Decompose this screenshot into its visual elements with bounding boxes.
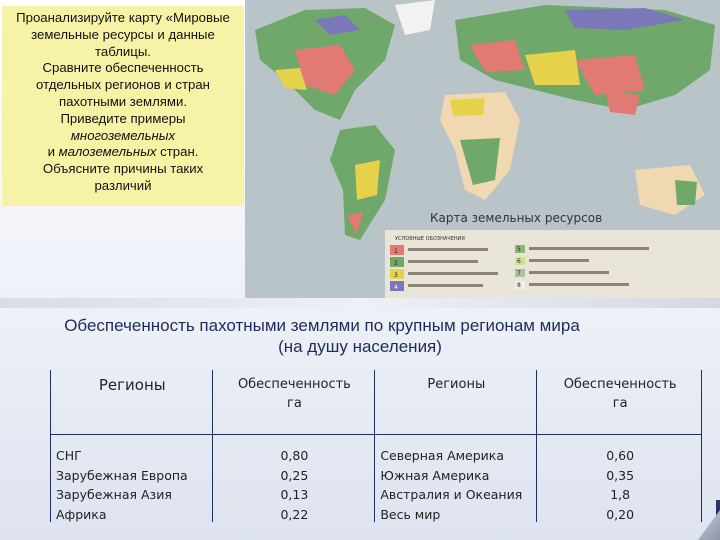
legend-number: 6 (517, 258, 521, 265)
decorative-stripe (0, 298, 720, 308)
table-divider (374, 370, 375, 522)
map-image (245, 0, 720, 298)
task-line: таблицы. (95, 43, 151, 59)
value-cell: 0,22 (280, 506, 309, 522)
legend-number: 8 (517, 282, 521, 289)
table-header-divider (50, 434, 702, 435)
task-mixed-prefix: и (47, 144, 59, 160)
land-supply-table (50, 370, 702, 524)
task-mixed-suffix: стран. (156, 144, 199, 160)
region-cell: Африка (56, 506, 107, 522)
regions-column-a (50, 440, 214, 524)
value-cell: 0,25 (280, 467, 309, 483)
map-legend-title: УСЛОВНЫЕ ОБОЗНАЧЕНИЯ (395, 236, 465, 242)
legend-number: 3 (394, 272, 398, 279)
header-supply (214, 370, 374, 440)
table-title-line1: Обеспеченность пахотными землями по крупным регионам мира (64, 316, 580, 335)
header-supply-label: Обеспеченность (237, 377, 351, 392)
task-line: различий (94, 177, 152, 193)
task-line: земельные ресурсы и данные (31, 26, 215, 42)
task-line: пахотными землями. (58, 93, 188, 109)
header-regions: Регионы (98, 376, 166, 394)
value-cell: 1,8 (610, 487, 631, 502)
value-cell: 0,80 (280, 448, 309, 463)
region-cell: Зарубежная Азия (56, 487, 172, 502)
legend-number: 5 (517, 246, 521, 253)
region-cell: СНГ (56, 448, 82, 463)
table-divider (212, 370, 213, 522)
task-line: Сравните обеспеченность (42, 60, 204, 76)
map-title: Карта земельных ресурсов (430, 211, 603, 225)
table-border-right (701, 370, 702, 522)
values-column-a (214, 440, 374, 524)
header-supply-unit: га (287, 396, 302, 411)
task-line: Проанализируйте карту «Мировые (16, 10, 230, 25)
legend-number: 1 (394, 248, 398, 255)
table-body-row (50, 440, 702, 524)
region-cell: Австралия и Океания (380, 487, 523, 502)
task-line: отдельных регионов и стран (36, 77, 210, 93)
header-supply-label: Обеспеченность (563, 377, 677, 392)
task-mixed-italic: малоземельных (58, 144, 157, 160)
value-cell: 0,13 (280, 487, 309, 502)
table-header-row (50, 370, 702, 440)
table-title-line2: (на душу населения) (278, 337, 442, 356)
legend-number: 4 (394, 284, 398, 291)
legend-number: 2 (394, 260, 398, 267)
header-supply-unit: га (612, 396, 628, 411)
world-land-resources-map (245, 0, 720, 298)
task-box (2, 6, 244, 206)
region-cell: Северная Америка (380, 448, 505, 463)
region-cell: Зарубежная Европа (56, 467, 188, 483)
table-title (0, 315, 720, 357)
task-line: Объясните причины таких (42, 161, 204, 177)
header-regions-2: Регионы (427, 377, 486, 392)
value-cell: 0,35 (606, 467, 635, 483)
values-column-b (538, 440, 702, 524)
region-cell: Весь мир (380, 506, 441, 522)
task-line: Приведите примеры (60, 110, 186, 126)
header-supply-2 (538, 370, 702, 440)
regions-column-b (374, 440, 538, 524)
value-cell: 0,20 (606, 506, 635, 522)
region-cell: Южная Америка (380, 467, 490, 483)
task-line-mixed (8, 144, 238, 161)
task-line-italic: многоземельных (70, 127, 176, 143)
table-border-left (50, 370, 51, 522)
table-divider (536, 370, 537, 522)
value-cell: 0,60 (606, 448, 635, 463)
legend-number: 7 (517, 270, 521, 277)
